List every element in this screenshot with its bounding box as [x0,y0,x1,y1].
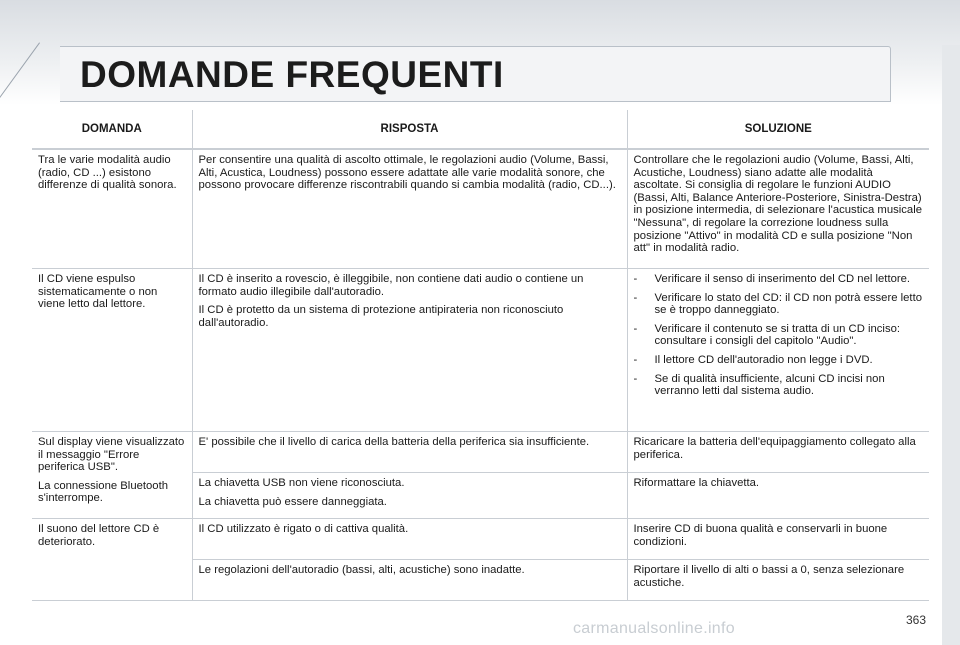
question-cell [32,432,192,519]
table-row [32,149,929,269]
answer-text: La chiavetta USB non viene riconosciuta. [198,477,405,489]
watermark: carmanualsonline.info [573,620,735,637]
solution-cell [627,519,929,560]
answer-cell [192,432,627,473]
page-title: DOMANDE FREQUENTI [80,54,504,95]
answer-cell [192,473,627,519]
solution-cell [627,432,929,473]
question-cell [32,149,192,269]
answer-cell [192,269,627,432]
question-cell [32,269,192,432]
answer-cell [192,519,627,560]
header-soluzione: SOLUZIONE [627,110,929,149]
solution-text: Ricaricare la batteria dell'equipaggiamento collegato alla periferica. [633,436,916,461]
list-item: - Verificare il contenuto se si tratta di un CD inciso: consultare i consigli del capitolo "Audio". [634,323,924,348]
question-text: Il suono del lettore CD è deteriorato. [38,523,160,548]
answer-text: Il CD è protetto da un sistema di protezione antipirateria non riconosciuto dall'autoradio. [198,304,564,329]
answer-text: Il CD è inserito a rovescio, è illeggibile, non contiene dati audio o contiene un formato audio illegibile dall'autoradio. [198,273,584,298]
question-text: Tra le varie modalità audio (radio, CD ...) esistono differenze di qualità sonora. [38,154,177,192]
solution-cell [627,560,929,601]
list-item: - Se di qualità insufficiente, alcuni CD incisi non verranno letti dal sistema audio. [634,373,924,398]
answer-text: E' possibile che il livello di carica della batteria della periferica sia insufficiente. [198,436,590,448]
answer-text: La chiavetta può essere danneggiata. [198,495,387,508]
answer-text: Per consentire una qualità di ascolto ottimale, le regolazioni audio (Volume, Bassi, Alti, Acustica, Loudness) possono essere adattate alle varie modalità sonore, che possono provocare differenze riscontrabili quando si cambia modalità (radio, CD...). [198,154,616,192]
answer-text: Le regolazioni dell'autoradio (bassi, alti, acustiche) sono inadatte. [198,564,525,577]
faq-table [32,110,929,601]
question-text: Sul display viene visualizzato il messaggio "Errore periferica USB". [38,436,185,474]
solution-cell [627,149,929,269]
table-header-row [32,110,929,149]
solution-text: Riportare il livello di alti o bassi a 0, senza selezionare acustiche. [633,564,905,589]
page-number: 363 [906,613,927,627]
answer-text: Il CD utilizzato è rigato o di cattiva qualità. [198,523,409,536]
list-item: - Il lettore CD dell'autoradio non legge i DVD. [634,354,924,367]
list-item: - Verificare lo stato del CD: il CD non potrà essere letto se è troppo danneggiato. [634,292,924,317]
solution-cell [627,473,929,519]
solution-list [634,273,924,398]
right-margin-strip [942,45,960,645]
question-text: Il CD viene espulso sistematicamente o non viene letto dal lettore. [38,273,158,311]
header-domanda: DOMANDA [32,110,192,149]
question-cell [32,519,192,601]
table-row [32,519,929,560]
solution-text: Inserire CD di buona qualità e conservarli in buone condizioni. [633,523,888,548]
list-item: - Verificare il senso di inserimento del CD nel lettore. [634,273,924,286]
answer-cell [192,560,627,601]
header-risposta: RISPOSTA [192,110,627,149]
table-row [32,432,929,473]
solution-cell [627,269,929,432]
question-text: La connessione Bluetooth s'interrompe. [38,479,169,505]
solution-text: Controllare che le regolazioni audio (Volume, Bassi, Alti, Acustiche, Loudness) siano adatte alle modalità ascoltate. Si consiglia di regolare le funzioni AUDIO (Bassi, Alti, Balance Anteriore-Posteriore, Sinistra-Destra) in posizione intermedia, di selezionare l'acustica musicale "Nessuna", di regolare la correzione loudness sulla posizione "Attivo" in modalità CD e sulla posizione "Non att" in modalità radio. [633,154,922,255]
answer-cell [192,149,627,269]
solution-text: Riformattare la chiavetta. [633,477,760,489]
table-row [32,269,929,432]
